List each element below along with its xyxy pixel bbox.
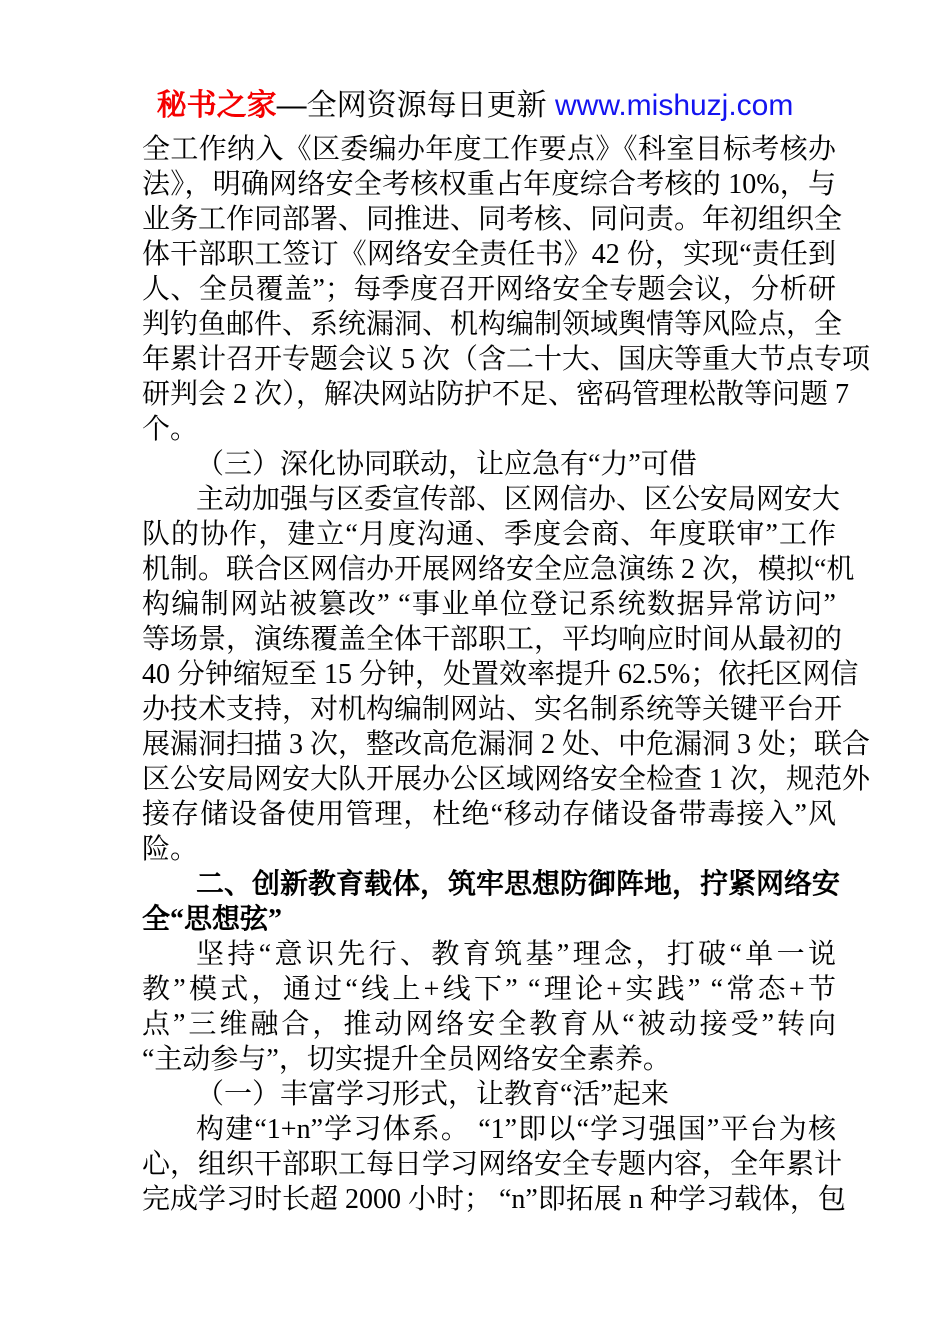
text-line: 等场景，演练覆盖全体干部职工，平均响应时间从最初的 <box>142 624 843 655</box>
text-line: （三）深化协同联动，让应急有“力”可借 <box>196 449 697 480</box>
text-line: 点”三维融合，推动网络安全教育从“被动接受”转向 <box>142 1009 836 1040</box>
text-line: 教”模式，通过“线上+线下” “理论+实践” “常态+节 <box>142 974 836 1005</box>
text-line: 法》，明确网络安全考核权重占年度综合考核的 10%，与 <box>142 169 836 200</box>
text-line: “主动参与”，切实提升全员网络安全素养。 <box>142 1044 671 1075</box>
text-line: 接存储设备使用管理，杜绝“移动存储设备带毒接入”风 <box>142 799 836 830</box>
text-line: 心，组织干部职工每日学习网络安全专题内容，全年累计 <box>142 1149 843 1180</box>
text-line: 坚持“意识先行、教育筑基”理念，打破“单一说 <box>196 939 836 970</box>
site-header <box>0 88 950 124</box>
site-url-link[interactable]: www.mishuzj.com <box>554 89 794 122</box>
text-line: 判钓鱼邮件、系统漏洞、机构编制领域舆情等风险点，全 <box>142 309 843 340</box>
text-line: 业务工作同部署、同推进、同考核、同问责。年初组织全 <box>142 204 843 235</box>
text-line: 办技术支持，对机构编制网站、实名制系统等关键平台开 <box>142 694 843 725</box>
text-line: 年累计召开专题会议 5 次（含二十大、国庆等重大节点专项 <box>142 344 871 375</box>
text-line: 构建“1+n”学习体系。 “1”即以“学习强国”平台为核 <box>196 1114 836 1145</box>
text-line: 体干部职工签订《网络安全责任书》42 份，实现“责任到 <box>142 239 836 270</box>
text-line: 队的协作，建立“月度沟通、季度会商、年度联审”工作 <box>142 519 836 550</box>
document-body <box>142 132 871 1217</box>
text-line: 主动加强与区委宣传部、区网信办、区公安局网安大 <box>196 484 841 515</box>
text-line: 人、全员覆盖”；每季度召开网络安全专题会议，分析研 <box>142 274 836 305</box>
site-brand: 秘书之家 <box>156 89 277 122</box>
text-line: 研判会 2 次），解决网站防护不足、密码管理松散等问题 7 <box>142 379 850 410</box>
site-tagline: —全网资源每日更新 <box>276 89 555 122</box>
text-line: （一）丰富学习形式，让教育“活”起来 <box>196 1079 669 1110</box>
text-line: 机制。联合区网信办开展网络安全应急演练 2 次，模拟“机 <box>142 554 855 585</box>
text-line: 险。 <box>142 834 199 865</box>
text-line: 完成学习时长超 2000 小时； “n”即拓展 n 种学习载体，包 <box>142 1184 846 1215</box>
text-line: 展漏洞扫描 3 次，整改高危漏洞 2 处、中危漏洞 3 处；联合 <box>142 729 871 760</box>
text-line: 个。 <box>142 414 199 445</box>
heading-line: 全“思想弦” <box>142 904 283 935</box>
text-line: 构编制网站被篡改” “事业单位登记系统数据异常访问” <box>142 589 836 620</box>
text-line: 全工作纳入《区委编办年度工作要点》《科室目标考核办 <box>142 134 836 165</box>
text-line: 40 分钟缩短至 15 分钟，处置效率提升 62.5%；依托区网信 <box>142 659 859 690</box>
heading-line: 二、创新教育载体，筑牢思想防御阵地，拧紧网络安 <box>196 869 841 900</box>
text-line: 区公安局网安大队开展办公区域网络安全检查 1 次，规范外 <box>142 764 871 795</box>
